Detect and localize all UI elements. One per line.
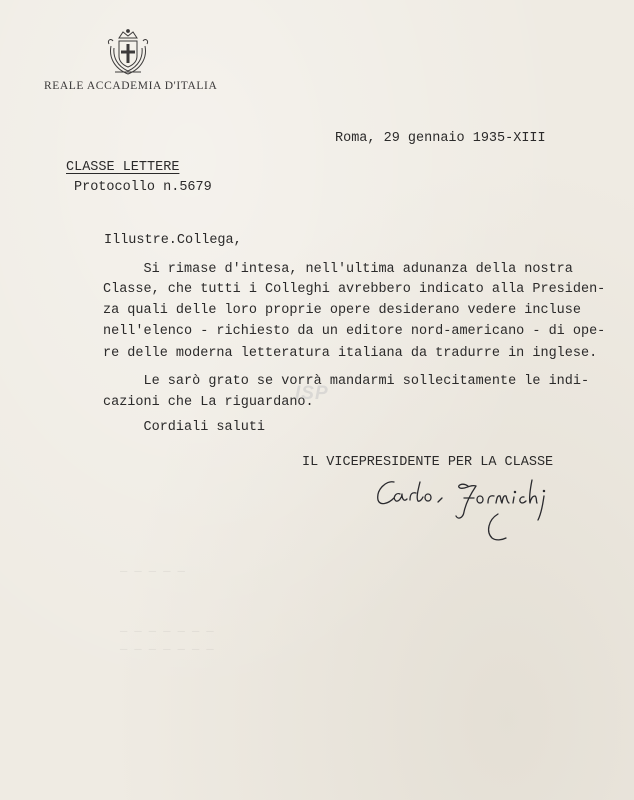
- bleed-through-text: ─ ─ ─ ─ ─ ─ ─: [120, 625, 214, 639]
- letter-line: za quali delle loro proprie opere desiderano vedere incluse: [103, 303, 581, 318]
- letter-line: Cordiali saluti: [103, 420, 266, 435]
- protocol-number: Protocollo n.5679: [74, 180, 212, 195]
- signature-title: IL VICEPRESIDENTE PER LA CLASSE: [302, 455, 554, 470]
- watermark: ISP: [295, 383, 329, 404]
- letter-line: Le sarò grato se vorrà mandarmi sollecitamente le indi-: [103, 374, 590, 389]
- letter-line: re delle moderna letteratura italiana da tradurre in inglese.: [103, 346, 598, 361]
- letter-line: cazioni che La riguardano.: [103, 395, 314, 410]
- letterhead-institution: REALE ACCADEMIA D'ITALIA: [44, 80, 218, 92]
- date-line: Roma, 29 gennaio 1935-XIII: [335, 131, 546, 146]
- handwritten-signature: [372, 468, 562, 548]
- classe-heading: CLASSE LETTERE: [66, 160, 180, 175]
- letter-line: nell'elenco - richiesto da un editore nord-americano - di ope-: [103, 324, 606, 339]
- salutation: Illustre.Collega,: [104, 233, 242, 248]
- savoy-crest-icon: [105, 28, 151, 78]
- letter-line: Classe, che tutti i Colleghi avrebbero indicato alla Presiden-: [103, 282, 606, 297]
- letter-line: Si rimase d'intesa, nell'ultima adunanza della nostra: [103, 262, 573, 277]
- bleed-through-text: ─ ─ ─ ─ ─: [120, 565, 185, 579]
- bleed-through-text: ─ ─ ─ ─ ─ ─ ─: [120, 643, 214, 657]
